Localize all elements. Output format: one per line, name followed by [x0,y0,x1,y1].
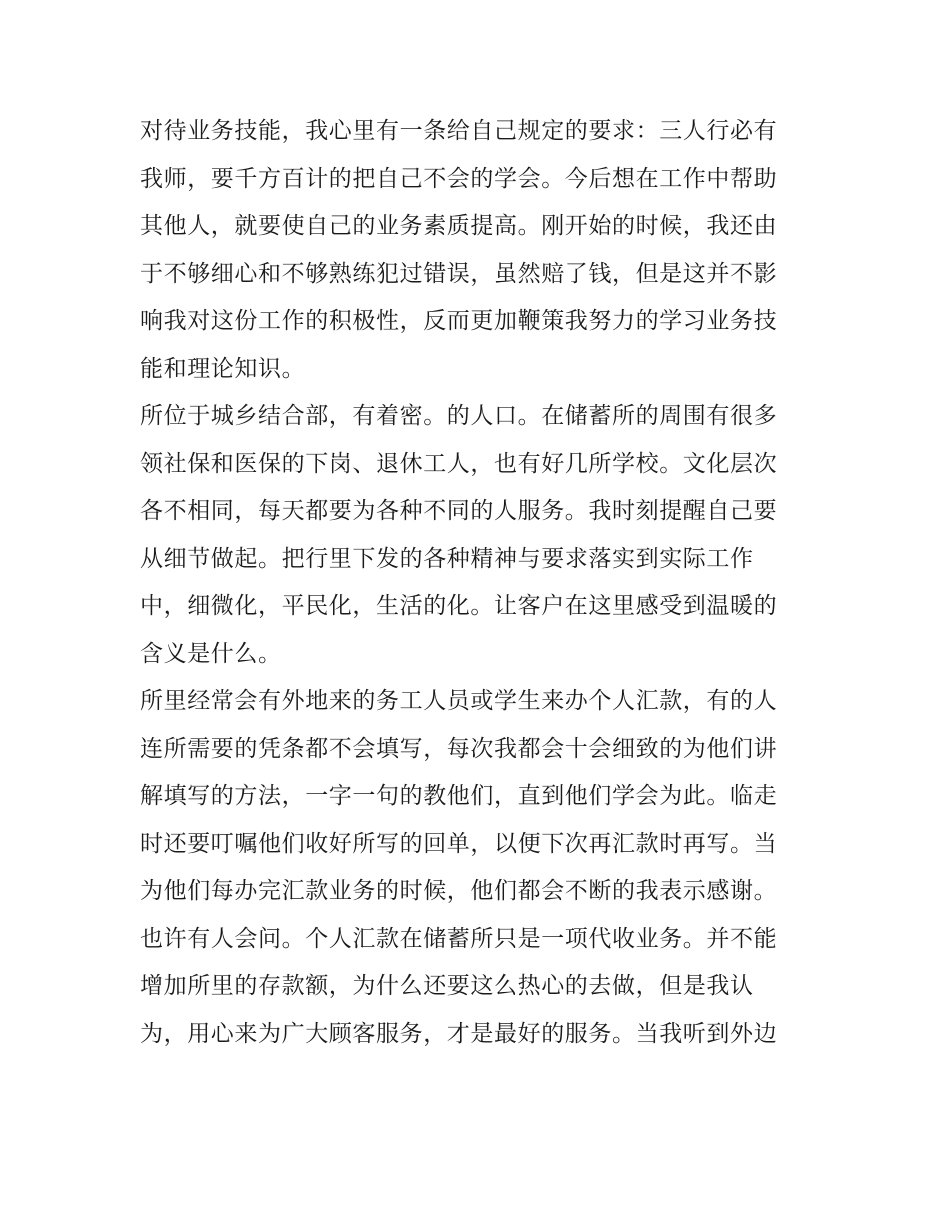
text-line: 能和理论知识。 [140,355,306,382]
text-line: 为，用心来为广大顾客服务，才是最好的服务。当我听到外边 [140,1020,778,1047]
text-line: 对待业务技能，我心里有一条给自己规定的要求：三人行必有 [140,118,778,144]
text-line: 从细节做起。把行里下发的各种精神与要求落实到实际工作 [140,545,754,572]
text-line: 所里经常会有外地来的务工人员或学生来办个人汇款，有的人 [140,688,778,714]
text-line: 解填写的方法，一字一句的教他们，直到他们学会为此。临走 [140,783,778,809]
text-line: 响我对这份工作的积极性，反而更加鞭策我努力的学习业务技 [140,308,778,334]
text-line: 含义是什么。 [140,640,282,667]
text-line: 增加所里的存款额，为什么还要这么热心的去做，但是我认 [140,973,754,999]
text-line: 所位于城乡结合部，有着密。的人口。在储蓄所的周围有很多 [140,403,778,429]
text-line: 中，细微化，平民化，生活的化。让客户在这里感受到温暖的 [140,593,778,619]
text-line: 我师，要千方百计的把自己不会的学会。今后想在工作中帮助 [140,165,778,192]
text-line: 为他们每办完汇款业务的时候，他们都会不断的我表示感谢。 [140,878,778,904]
text-line: 时还要叮嘱他们收好所写的回单，以便下次再汇款时再写。当 [140,830,778,857]
text-line: 也许有人会问。个人汇款在储蓄所只是一项代收业务。并不能 [140,925,778,952]
text-line: 其他人，就要使自己的业务素质提高。刚开始的时候，我还由 [140,213,778,239]
text-line: 连所需要的凭条都不会填写，每次我都会十会细致的为他们讲 [140,735,778,762]
body-text [140,108,830,1058]
text-line: 领社保和医保的下岗、退休工人，也有好几所学校。文化层次 [140,450,778,477]
text-line: 于不够细心和不够熟练犯过错误，虽然赔了钱，但是这并不影 [140,260,778,287]
text-line: 各不相同，每天都要为各种不同的人服务。我时刻提醒自己要 [140,498,778,524]
